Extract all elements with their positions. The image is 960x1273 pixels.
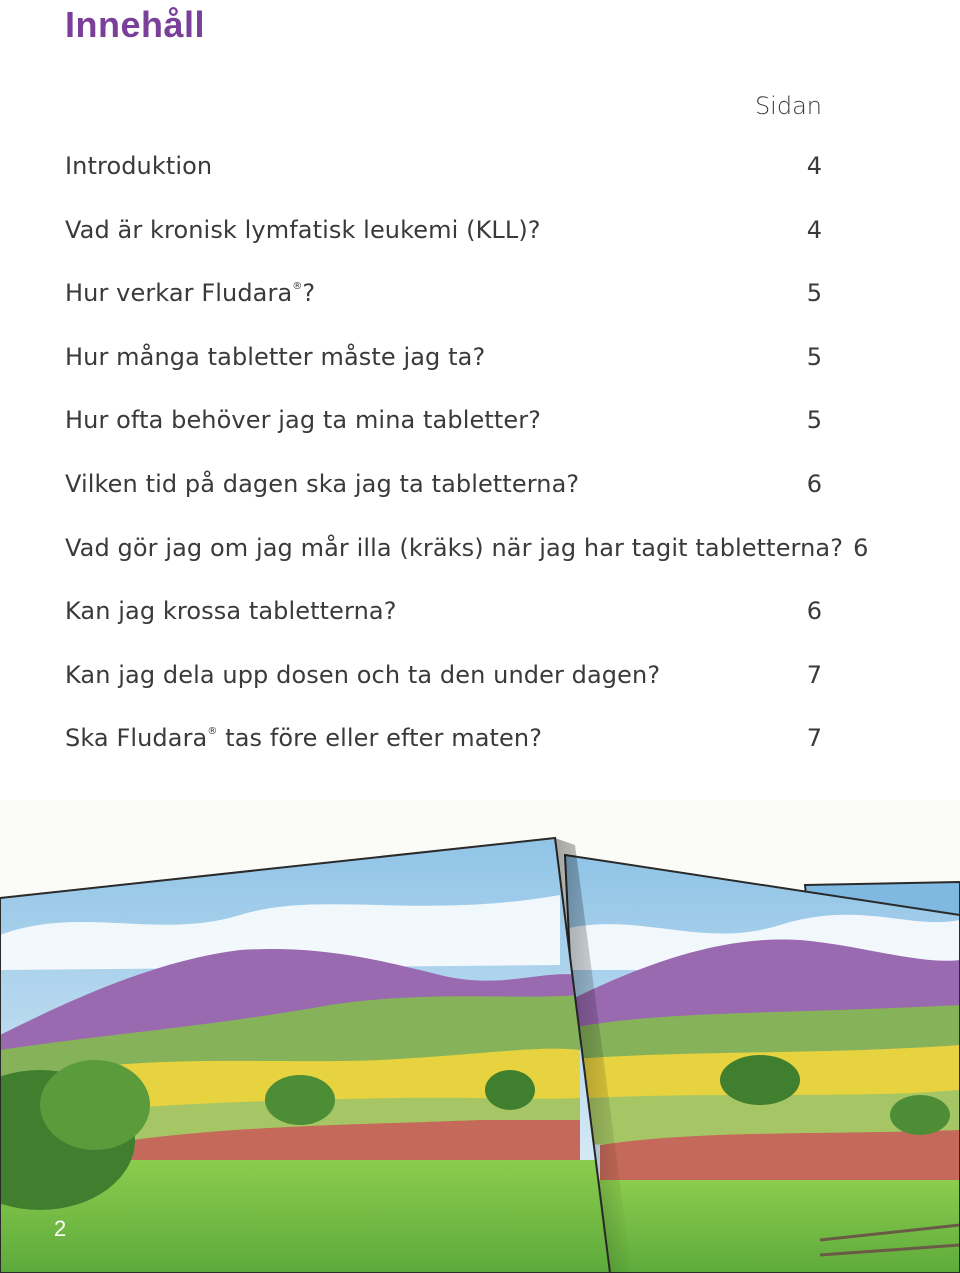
toc-page-number: 5 [806, 342, 822, 371]
registered-mark: ® [292, 281, 303, 293]
toc-entry-text-part: tas före eller efter maten? [217, 724, 543, 753]
front-landscape-card [0, 830, 620, 1273]
toc-item-hur-manga-tabletter[interactable] [65, 343, 822, 407]
toc-page-number: 4 [806, 152, 822, 180]
toc-entry-text-part: Hur verkar Fludara [65, 279, 293, 308]
toc-entry-text: Kan jag krossa tabletterna? [65, 597, 397, 626]
registered-mark: ® [207, 726, 218, 738]
toc-item-krossa[interactable] [65, 597, 822, 661]
toc-entry-text [65, 724, 542, 752]
toc-item-mar-illa[interactable] [65, 533, 869, 598]
toc-page-number: 7 [806, 660, 822, 689]
table-of-contents [65, 152, 869, 788]
toc-item-introduktion[interactable] [65, 152, 822, 216]
toc-entry-text: Hur många tabletter måste jag ta? [65, 342, 486, 371]
page-title: Innehåll [65, 4, 206, 45]
toc-entry-text-part: ? [302, 279, 316, 308]
toc-item-dela-upp-dosen[interactable] [65, 661, 822, 725]
toc-page-number: 5 [806, 406, 822, 435]
toc-item-fore-efter-maten[interactable] [65, 724, 822, 788]
toc-page-number: 6 [853, 533, 869, 562]
toc-page-number: 7 [806, 724, 822, 753]
toc-page-number: 6 [806, 469, 822, 498]
toc-item-hur-verkar-fludara[interactable] [65, 279, 822, 343]
toc-page-number: 5 [806, 279, 822, 308]
toc-entry-text: Kan jag dela upp dosen och ta den under dagen? [65, 660, 661, 689]
toc-entry-text: Introduktion [65, 152, 213, 180]
page-column-label: Sidan [754, 92, 822, 120]
page-number: 2 [54, 1216, 67, 1241]
toc-entry-text [65, 279, 315, 307]
toc-entry-text: Hur ofta behöver jag ta mina tabletter? [65, 406, 542, 435]
toc-entry-text: Vilken tid på dagen ska jag ta tabletterna? [65, 469, 580, 498]
toc-entry-text: Vad gör jag om jag mår illa (kräks) när jag har tagit tabletterna? [65, 533, 844, 562]
toc-page-number: 4 [806, 215, 822, 244]
toc-entry-text-part: Ska Fludara [65, 724, 208, 753]
toc-entry-text: Vad är kronisk lymfatisk leukemi (KLL)? [65, 215, 541, 244]
toc-item-kll[interactable] [65, 216, 822, 280]
toc-item-hur-ofta[interactable] [65, 406, 822, 470]
toc-item-vilken-tid[interactable] [65, 470, 822, 534]
watercolor-landscape-illustration [0, 800, 960, 1273]
toc-page-number: 6 [806, 597, 822, 626]
